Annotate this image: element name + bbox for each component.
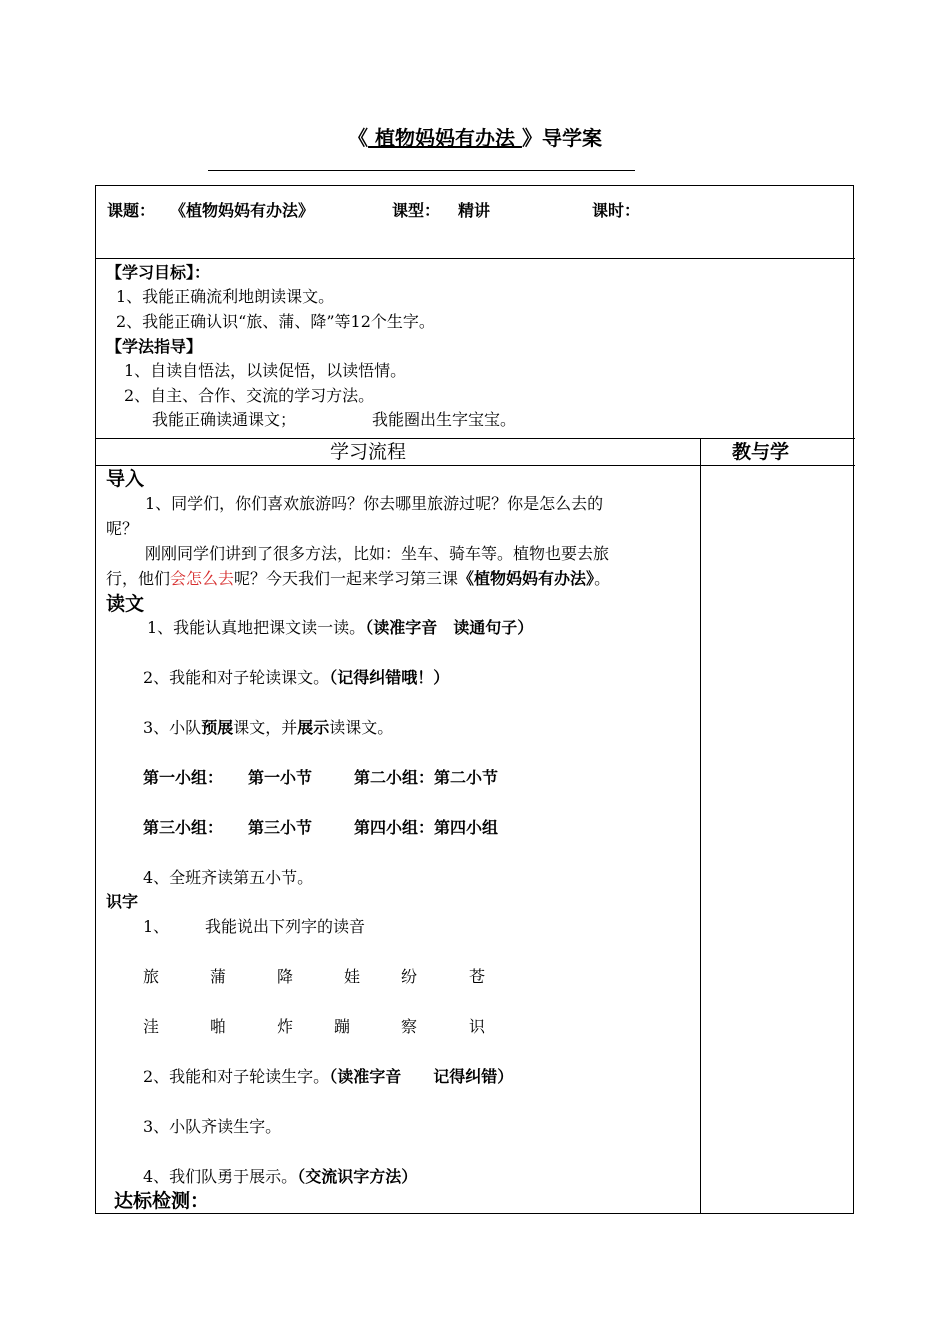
type-label: 课型： — [392, 201, 441, 220]
literacy-item-text: 4、我们队勇于展示。 — [143, 1167, 298, 1186]
page-title — [0, 122, 950, 151]
method-item: 2、自主、合作、交流的学习方法。 — [124, 386, 375, 405]
hours-label: 课时： — [592, 201, 641, 220]
group-3-label: 第三小组： — [143, 818, 224, 837]
methods-heading: 【学法指导】 — [106, 337, 203, 356]
literacy-item-text: 2、我能和对子轮读生字。 — [143, 1067, 330, 1086]
character: 炸 — [277, 1017, 294, 1036]
reading-item-3 — [143, 718, 393, 738]
type-value: 精讲 — [458, 201, 491, 220]
reading-item-note: （读准字音 读通句子） — [365, 618, 534, 637]
goals-divider — [95, 438, 855, 439]
intro-text: 行，他们 — [106, 569, 171, 588]
character: 察 — [401, 1017, 418, 1036]
reading-item-bold: 预展 — [201, 718, 234, 737]
literacy-item-4 — [143, 1167, 417, 1187]
intro-lesson-title: 《植物妈妈有办法》 — [458, 569, 595, 588]
intro-highlight: 会怎么去 — [170, 569, 235, 588]
method-extra: 我能圈出生字宝宝。 — [372, 410, 517, 429]
intro-paragraph-2: 刚刚同学们讲到了很多方法，比如：坐车、骑车等。植物也要去旅 — [145, 544, 610, 563]
literacy-item-note: （读准字音 记得纠错） — [329, 1067, 514, 1086]
method-extra: 我能正确读通课文； — [152, 410, 297, 429]
title-open: 《 — [348, 126, 369, 150]
intro-heading: 导入 — [106, 468, 145, 490]
goal-item: 2、我能正确认识“旅、蒲、降”等12个生字。 — [116, 312, 435, 331]
title-name: 植物妈妈有办法 — [368, 126, 522, 150]
character: 娃 — [344, 967, 361, 986]
literacy-heading: 识字 — [106, 892, 139, 911]
group-2: 第二小组：第二小节 — [354, 768, 499, 787]
check-heading: 达标检测： — [114, 1190, 210, 1212]
reading-item-text: 1、我能认真地把课文读一读。 — [147, 618, 366, 637]
literacy-item-3: 3、小队齐读生字。 — [143, 1117, 282, 1136]
method-item: 1、自读自悟法，以读促悟，以读悟情。 — [124, 361, 407, 380]
topic-label: 课题： — [107, 201, 156, 220]
group-3-section: 第三小节 — [248, 818, 313, 837]
character: 啪 — [210, 1017, 227, 1036]
reading-item-2 — [143, 668, 449, 688]
reading-item-note: （记得纠错哦！） — [329, 668, 450, 687]
topic-value: 《植物妈妈有办法》 — [170, 201, 315, 220]
reading-item-text: 读课文。 — [329, 718, 394, 737]
character: 识 — [469, 1017, 486, 1036]
literacy-item-2 — [143, 1067, 513, 1087]
literacy-item-note: （交流识字方法） — [297, 1167, 418, 1186]
column-separator — [700, 438, 701, 1214]
reading-item-1 — [147, 618, 533, 638]
title-underline — [208, 170, 635, 171]
group-1-label: 第一小组： — [143, 768, 224, 787]
character: 苍 — [469, 967, 486, 986]
character: 降 — [277, 967, 294, 986]
header-divider — [95, 258, 855, 259]
columns-divider — [95, 465, 855, 466]
reading-item-text: 2、我能和对子轮读课文。 — [143, 668, 330, 687]
intro-text: 。 — [594, 569, 611, 588]
literacy-item-1: 我能说出下列字的读音 — [205, 917, 366, 936]
intro-paragraph-1-cont: 呢？ — [106, 519, 139, 538]
goal-item: 1、我能正确流利地朗读课文。 — [116, 287, 335, 306]
character: 蒲 — [210, 967, 227, 986]
intro-paragraph-1: 1、同学们，你们喜欢旅游吗？你去哪里旅游过呢？你是怎么去的 — [145, 494, 604, 513]
reading-heading: 读文 — [106, 593, 145, 615]
literacy-item-1-num: 1、 — [143, 917, 170, 936]
character: 蹦 — [334, 1017, 351, 1036]
title-close: 》 — [521, 126, 542, 150]
column-process: 学习流程 — [330, 441, 407, 463]
intro-paragraph-2-cont — [106, 569, 610, 589]
character: 纷 — [401, 967, 418, 986]
character: 洼 — [143, 1017, 160, 1036]
title-suffix: 导学案 — [541, 126, 602, 150]
reading-item-4: 4、全班齐读第五小节。 — [143, 868, 314, 887]
reading-item-bold: 展示 — [297, 718, 330, 737]
column-teach: 教与学 — [732, 441, 790, 463]
group-1-section: 第一小节 — [248, 768, 313, 787]
reading-item-text: 课文，并 — [233, 718, 298, 737]
character: 旅 — [143, 967, 160, 986]
lesson-table — [95, 185, 854, 1214]
intro-text: 呢？今天我们一起来学习第三课 — [234, 569, 459, 588]
group-4: 第四小组：第四小组 — [354, 818, 499, 837]
goals-heading: 【学习目标】： — [106, 263, 211, 282]
reading-item-text: 3、小队 — [143, 718, 202, 737]
